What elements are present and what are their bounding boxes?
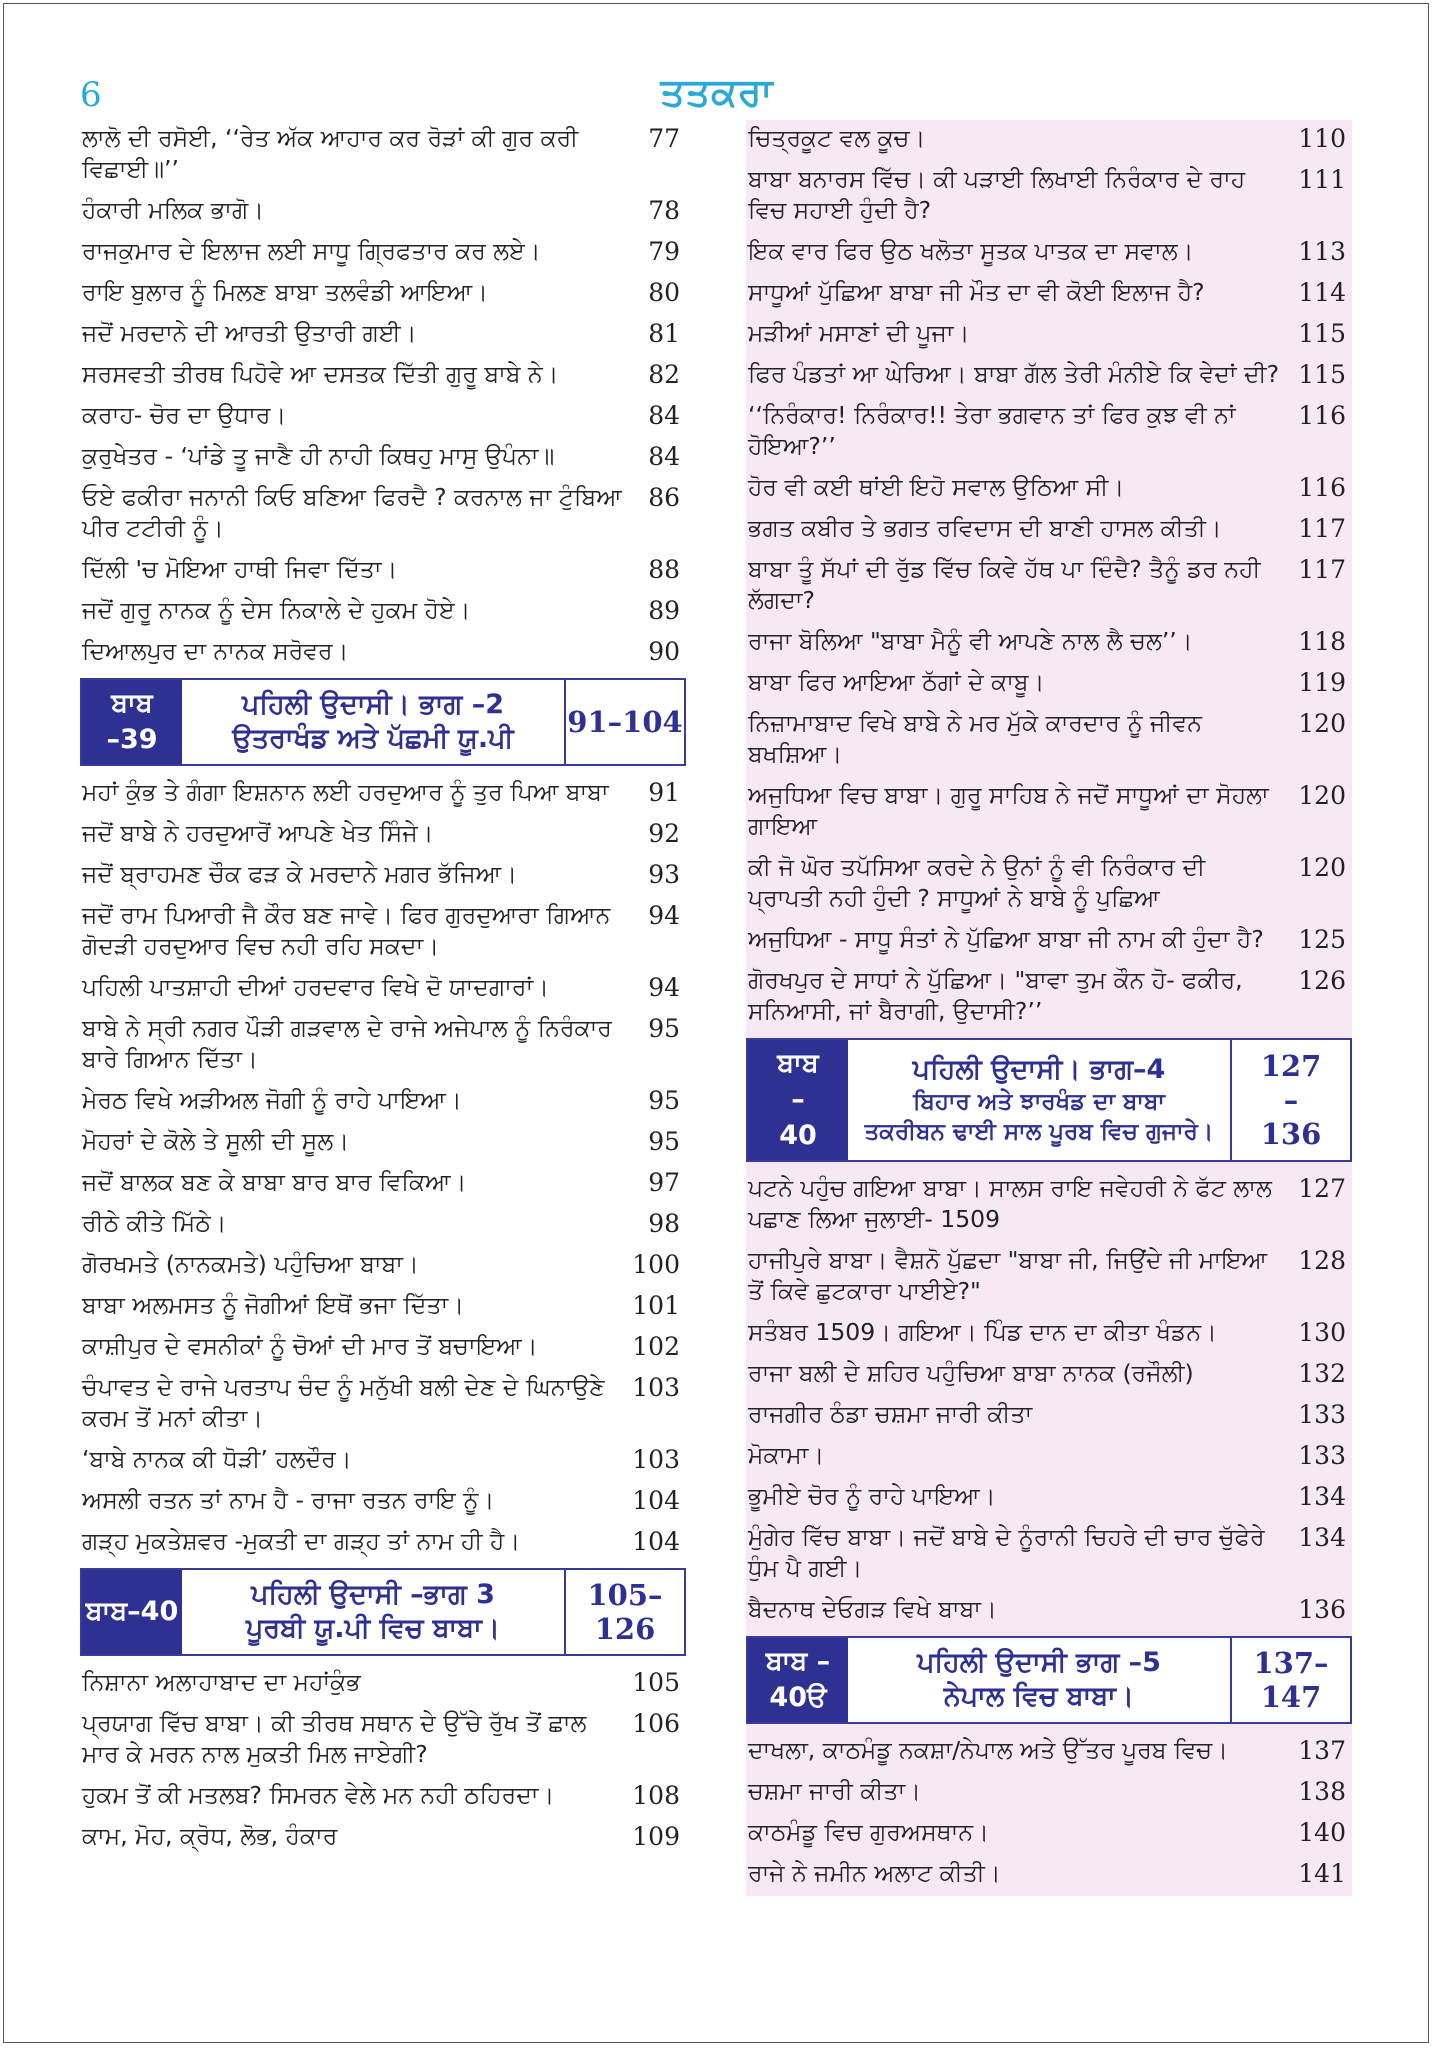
entry-page: 88	[648, 555, 680, 584]
toc-entry	[80, 969, 686, 1010]
entry-page: 115	[1298, 319, 1346, 348]
entry-title: ਹਾਜੀਪੁਰੇ ਬਾਬਾ। ਵੈਸ਼ਨੋ ਪੁੱਛਦਾ "ਬਾਬਾ ਜੀ, ਜਿਉਂਦੇ ਜੀ ਮਾਇਆ ਤੋਂ ਕਿਵੇ ਛੁਟਕਾਰਾ ਪਾਈਏ?"	[748, 1246, 1268, 1305]
entry-page: 104	[632, 1527, 680, 1556]
toc-entry	[80, 1441, 686, 1482]
entry-page: 113	[1298, 237, 1346, 266]
entry-page: 141	[1298, 1859, 1346, 1888]
toc-entry	[80, 774, 686, 815]
entry-title: ਕੁਰੁਖੇਤਰ - ‘ਪਾਂਡੇ ਤੂ ਜਾਣੈ ਹੀ ਨਾਹੀ ਕਿਥਹੁ ਮਾਸੁ ਉਪੰਨਾ॥	[82, 442, 555, 470]
entry-page: 95	[648, 1014, 680, 1043]
chapter-label-line: –39	[106, 724, 158, 755]
toc-entry	[746, 623, 1352, 664]
toc-entry	[746, 1732, 1352, 1773]
entry-page: 133	[1298, 1441, 1346, 1470]
toc-entry	[80, 315, 686, 356]
entry-title: ਬਾਬਾ ਅਲਮਸਤ ਨੂੰ ਜੋਗੀਆਂ ਇਥੋਂ ਭਜਾ ਦਿੱਤਾ।	[82, 1291, 465, 1319]
entry-title: ਨਿਜ਼ਾਮਾਬਾਦ ਵਿਖੇ ਬਾਬੇ ਨੇ ਮਰ ਮੁੱਕੇ ਕਾਰਦਾਰ ਨੂੰ ਜੀਵਨ ਬਖਸ਼ਿਆ।	[748, 709, 1202, 768]
chapter-label	[748, 1040, 848, 1160]
chapter-title	[182, 1570, 566, 1654]
toc-entry	[80, 897, 686, 969]
chapter-title-line: ਪਹਿਲੀ ਉਦਾਸੀ। ਭਾਗ –2	[241, 689, 505, 720]
entry-page: 118	[1298, 627, 1346, 656]
chapter-header	[80, 1568, 686, 1656]
toc-entry	[746, 705, 1352, 777]
entry-title: ਰਾਜਕੁਮਾਰ ਦੇ ਇਲਾਜ ਲਈ ਸਾਧੂ ਗ੍ਰਿਫਤਾਰ ਕਰ ਲਏ।	[82, 237, 541, 265]
toc-entry	[746, 921, 1352, 962]
entry-page: 78	[648, 196, 680, 225]
entry-page: 117	[1298, 555, 1346, 584]
toc-entry	[80, 633, 686, 674]
entry-title: ਦਾਖਲਾ, ਕਾਠਮੰਡੂ ਨਕਸ਼ਾ/ਨੇਪਾਲ ਅਤੇ ਉੱਤਰ ਪੂਰਬ ਵਿਚ।	[748, 1736, 1228, 1764]
toc-entry	[746, 315, 1352, 356]
toc-entry	[80, 1818, 686, 1859]
entry-page: 137	[1298, 1736, 1346, 1765]
toc-entry	[80, 815, 686, 856]
toc-entry	[80, 1369, 686, 1441]
entry-page: 77	[648, 124, 680, 153]
entry-title: ਪ੍ਰਯਾਗ ਵਿੱਚ ਬਾਬਾ। ਕੀ ਤੀਰਥ ਸਥਾਨ ਦੇ ਉੱਚੇ ਰੁੱਖ ਤੋਂ ਛਾਲ ਮਾਰ ਕੇ ਮਰਨ ਨਾਲ ਮੁਕਤੀ ਮਿਲ ਜਾਏਗੀ?	[82, 1709, 587, 1768]
entry-page: 128	[1298, 1246, 1346, 1275]
entry-page: 114	[1298, 278, 1346, 307]
toc-left-column	[80, 120, 686, 1859]
entry-title: ਅਜੁਧਿਆ - ਸਾਧੂ ਸੰਤਾਂ ਨੇ ਪੁੱਛਿਆ ਬਾਬਾ ਜੀ ਨਾਮ ਕੀ ਹੁੰਦਾ ਹੈ?	[748, 925, 1264, 953]
entry-page: 82	[648, 360, 680, 389]
entry-title: ਇਕ ਵਾਰ ਫਿਰ ਉਠ ਖਲੋਤਾ ਸੂਤਕ ਪਾਤਕ ਦਾ ਸਵਾਲ।	[748, 237, 1194, 265]
entry-page: 94	[648, 901, 680, 930]
entry-page: 134	[1298, 1523, 1346, 1552]
entry-page: 127	[1298, 1174, 1346, 1203]
entry-title: ਫਿਰ ਪੰਡਤਾਂ ਆ ਘੇਰਿਆ। ਬਾਬਾ ਗੱਲ ਤੇਰੀ ਮੰਨੀਏ ਕਿ ਵੇਦਾਂ ਦੀ?	[748, 360, 1280, 388]
entry-title: ਚੰਪਾਵਤ ਦੇ ਰਾਜੇ ਪਰਤਾਪ ਚੰਦ ਨੂੰ ਮਨੁੱਖੀ ਬਲੀ ਦੇਣ ਦੇ ਘਿਨਾਉਣੇ ਕਰਮ ਤੋਂ ਮਨਾਂ ਕੀਤਾ।	[82, 1373, 605, 1432]
chapter-label-line: 40ੳ	[769, 1682, 827, 1713]
entry-title: ਦਿਆਲਪੁਰ ਦਾ ਨਾਨਕ ਸਰੋਵਰ।	[82, 637, 349, 665]
chapter-label	[748, 1638, 848, 1722]
entry-title: ਲਾਲੋ ਦੀ ਰਸੋਈ, ‘‘ਰੇਤ ਅੱਕ ਆਹਾਰ ਕਰ ਰੋੜਾਂ ਕੀ ਗੁਰ ਕਰੀ ਵਿਛਾਈ॥’’	[82, 124, 579, 183]
chapter-title	[182, 680, 566, 764]
toc-entry	[80, 274, 686, 315]
toc-entry	[80, 1082, 686, 1123]
entry-title: ਗੋਰਖਮਤੇ (ਨਾਨਕਮਤੇ) ਪਹੁੰਚਿਆ ਬਾਬਾ।	[82, 1250, 419, 1278]
entry-title: ਨਿਸ਼ਾਨਾ ਅਲਾਹਾਬਾਦ ਦਾ ਮਹਾਂਕੁੰਭ	[82, 1668, 361, 1696]
entry-page: 108	[632, 1781, 680, 1810]
chapter-title-line: ਪੂਰਬੀ ਯੂ.ਪੀ ਵਿਚ ਬਾਬਾ।	[245, 1613, 501, 1644]
toc-entry	[80, 1523, 686, 1564]
entry-title: ਗੋਰਖਪੁਰ ਦੇ ਸਾਧਾਂ ਨੇ ਪੁੱਛਿਆ। "ਬਾਵਾ ਤੁਮ ਕੌਨ ਹੋ- ਫਕੀਰ, ਸਨਿਆਸੀ, ਜਾਂ ਬੈਰਾਗੀ, ਉਦਾਸੀ?’’	[748, 966, 1243, 1025]
toc-entry	[80, 1287, 686, 1328]
entry-title: ਜਦੋਂ ਬਾਬੇ ਨੇ ਹਰਦੁਆਰੋਂ ਆਪਣੇ ਖੇਤ ਸਿੰਜੇ।	[82, 819, 434, 847]
chapter-header	[80, 678, 686, 766]
entry-title: ਸਰਸਵਤੀ ਤੀਰਥ ਪਿਹੋਵੇ ਆ ਦਸਤਕ ਦਿੱਤੀ ਗੁਰੂ ਬਾਬੇ ਨੇ।	[82, 360, 559, 388]
chapter-page-range	[1232, 1040, 1350, 1160]
entry-page: 101	[632, 1291, 680, 1320]
entry-page: 92	[648, 819, 680, 848]
entry-page: 79	[648, 237, 680, 266]
entry-page: 120	[1298, 781, 1346, 810]
toc-entry	[80, 1482, 686, 1523]
entry-title: ਓਏ ਫਕੀਰਾ ਜਨਾਨੀ ਕਿਓ ਬਣਿਆ ਫਿਰਦੈ ? ਕਰਨਾਲ ਜਾ ਟੁੰਬਿਆ ਪੀਰ ਟਟੀਰੀ ਨੂੰ।	[82, 483, 622, 542]
page-title: ਤਤਕਰਾ	[660, 70, 774, 114]
entry-page: 91	[648, 778, 680, 807]
entry-page: 95	[648, 1086, 680, 1115]
toc-entry	[746, 1773, 1352, 1814]
toc-entry	[746, 551, 1352, 623]
toc-entry	[80, 1205, 686, 1246]
toc-entry	[80, 592, 686, 633]
entry-title: ਬਾਬਾ ਫਿਰ ਆਇਆ ਠੱਗਾਂ ਦੇ ਕਾਬੂ।	[748, 668, 1045, 696]
entry-title: ਚਸ਼ਮਾ ਜਾਰੀ ਕੀਤਾ।	[748, 1777, 922, 1805]
toc-entry	[746, 510, 1352, 551]
entry-title: ਕਾਸ਼ੀਪੁਰ ਦੇ ਵਸਨੀਕਾਂ ਨੂੰ ਚੋਆਂ ਦੀ ਮਾਰ ਤੋਂ ਬਚਾਇਆ।	[82, 1332, 538, 1360]
entry-title: ਮੋਹਰਾਂ ਦੇ ਕੋਲੇ ਤੇ ਸੂਲੀ ਦੀ ਸੂਲ।	[82, 1127, 350, 1155]
chapter-range-line: 136	[1260, 1117, 1322, 1151]
entry-page: 81	[648, 319, 680, 348]
entry-title: ਦਿੱਲੀ 'ਚ ਮੋਇਆ ਹਾਥੀ ਜਿਵਾ ਦਿੱਤਾ।	[82, 555, 398, 583]
entry-title: ਬਾਬਾ ਬਨਾਰਸ ਵਿੱਚ। ਕੀ ਪੜਾਈ ਲਿਖਾਈ ਨਿਰੰਕਾਰ ਦੇ ਰਾਹ ਵਿਚ ਸਹਾਈ ਹੁੰਦੀ ਹੈ?	[748, 165, 1246, 224]
entry-title: ਚਿਤ੍ਰਕੂਟ ਵਲ ਕੂਚ।	[748, 124, 926, 152]
toc-entry	[80, 192, 686, 233]
toc-right-column	[746, 120, 1352, 1896]
page-number: 6	[80, 75, 102, 115]
toc-entry	[80, 1123, 686, 1164]
entry-page: 84	[648, 442, 680, 471]
chapter-title-line: ਪਹਿਲੀ ਉਦਾਸੀ ਭਾਗ –5	[917, 1647, 1161, 1678]
toc-entry	[80, 233, 686, 274]
toc-entry	[746, 161, 1352, 233]
toc-entry	[80, 1777, 686, 1818]
chapter-range-line: 147	[1260, 1680, 1322, 1714]
chapter-label	[82, 680, 182, 764]
toc-entry	[746, 1396, 1352, 1437]
entry-title: ਪਟਨੇ ਪਹੁੰਚ ਗਇਆ ਬਾਬਾ। ਸਾਲਸ ਰਾਇ ਜਵੇਹਰੀ ਨੇ ਫੱਟ ਲਾਲ ਪਛਾਣ ਲਿਆ ਜੁਲਾਈ- 1509	[748, 1174, 1272, 1233]
entry-page: 95	[648, 1127, 680, 1156]
entry-title: ਬਾਬੇ ਨੇ ਸ੍ਰੀ ਨਗਰ ਪੌੜੀ ਗੜਵਾਲ ਦੇ ਰਾਜੇ ਅਜੇਪਾਲ ਨੂੰ ਨਿਰੰਕਾਰ ਬਾਰੇ ਗਿਆਨ ਦਿੱਤਾ।	[82, 1014, 612, 1073]
entry-title: ਜਦੋਂ ਬਾਲਕ ਬਣ ਕੇ ਬਾਬਾ ਬਾਰ ਬਾਰ ਵਿਕਿਆ।	[82, 1168, 467, 1196]
chapter-title	[848, 1638, 1232, 1722]
entry-page: 100	[632, 1250, 680, 1279]
entry-page: 130	[1298, 1318, 1346, 1347]
toc-entry	[746, 233, 1352, 274]
entry-title: ਪਹਿਲੀ ਪਾਤਸ਼ਾਹੀ ਦੀਆਂ ਹਰਦਵਾਰ ਵਿਖੇ ਦੋ ਯਾਦਗਾਰਾਂ।	[82, 973, 549, 1001]
entry-page: 98	[648, 1209, 680, 1238]
entry-title: ਮੁੰਗੇਰ ਵਿੱਚ ਬਾਬਾ। ਜਦੋਂ ਬਾਬੇ ਦੇ ਨੂੰਰਾਨੀ ਚਿਹਰੇ ਦੀ ਚਾਰ ਚੁੱਫੇਰੇ ਧੁੰਮ ਪੈ ਗਈ।	[748, 1523, 1265, 1582]
entry-title: ਰਾਜਾ ਬੋਲਿਆ "ਬਾਬਾ ਮੈਨੂੰ ਵੀ ਆਪਣੇ ਨਾਲ ਲੈ ਚਲ’’।	[748, 627, 1193, 655]
chapter-header	[746, 1038, 1352, 1162]
entry-title: ਅਜੁਧਿਆ ਵਿਚ ਬਾਬਾ। ਗੁਰੂ ਸਾਹਿਬ ਨੇ ਜਦੋਂ ਸਾਧੂਆਂ ਦਾ ਸੋਹਲਾ ਗਾਇਆ	[748, 781, 1269, 840]
entry-title: ਜਦੋਂ ਰਾਮ ਪਿਆਰੀ ਜੈ ਕੌਰ ਬਣ ਜਾਵੇ। ਫਿਰ ਗੁਰਦੁਆਰਾ ਗਿਆਨ ਗੋਦੜੀ ਹਰਦੁਆਰ ਵਿਚ ਨਹੀ ਰਹਿ ਸਕਦਾ।	[82, 901, 611, 960]
toc-entry	[746, 120, 1352, 161]
entry-page: 133	[1298, 1400, 1346, 1429]
entry-page: 86	[648, 483, 680, 512]
chapter-range-line: –	[1283, 1083, 1299, 1117]
entry-page: 120	[1298, 709, 1346, 738]
entry-page: 110	[1298, 124, 1346, 153]
entry-title: ਮੇਰਠ ਵਿਖੇ ਅੜੀਅਲ ਜੋਗੀ ਨੂੰ ਰਾਹੇ ਪਾਇਆ।	[82, 1086, 462, 1114]
entry-title: ਮਹਾਂ ਕੁੰਭ ਤੇ ਗੰਗਾ ਇਸ਼ਨਾਨ ਲਈ ਹਰਦੁਆਰ ਨੂੰ ਤੁਰ ਪਿਆ ਬਾਬਾ	[82, 778, 609, 806]
chapter-range-line: 105–	[587, 1578, 663, 1612]
entry-page: 103	[632, 1373, 680, 1402]
toc-entry	[80, 356, 686, 397]
chapter-header	[746, 1636, 1352, 1724]
toc-entry	[746, 1519, 1352, 1591]
entry-page: 111	[1298, 165, 1346, 194]
entry-title: ਮੜੀਆਂ ਮਸਾਣਾਂ ਦੀ ਪੂਜਾ।	[748, 319, 970, 347]
entry-page: 102	[632, 1332, 680, 1361]
chapter-subtitle-line: ਤਕਰੀਬਨ ਢਾਈ ਸਾਲ ਪੂਰਬ ਵਿਚ ਗੁਜਾਰੇ।	[864, 1119, 1214, 1145]
entry-title: ਹੋਰ ਵੀ ਕਈ ਥਾਂਈ ਇਹੋ ਸਵਾਲ ਉਠਿਆ ਸੀ।	[748, 473, 1125, 501]
chapter-range-line: 127	[1260, 1049, 1322, 1083]
toc-entry	[746, 664, 1352, 705]
entry-title: ਰੀਠੇ ਕੀਤੇ ਮਿੱਠੇ।	[82, 1209, 227, 1237]
entry-page: 120	[1298, 853, 1346, 882]
chapter-title-line: ਪਹਿਲੀ ਉਦਾਸੀ। ਭਾਗ–4	[912, 1054, 1166, 1085]
chapter-title-line: ਉਤਰਾਖੰਡ ਅਤੇ ਪੱਛਮੀ ਯੂ.ਪੀ	[232, 723, 514, 754]
entry-title: ਕਾਠਮੰਡੂ ਵਿਚ ਗੁਰਅਸਥਾਨ।	[748, 1818, 989, 1846]
toc-entry	[80, 1328, 686, 1369]
toc-entry	[746, 1170, 1352, 1242]
entry-page: 105	[632, 1668, 680, 1697]
entry-page: 103	[632, 1445, 680, 1474]
entry-title: ਅਸਲੀ ਰਤਨ ਤਾਂ ਨਾਮ ਹੈ - ਰਾਜਾ ਰਤਨ ਰਾਇ ਨੂੰ।	[82, 1486, 495, 1514]
entry-page: 89	[648, 596, 680, 625]
toc-entry	[746, 1855, 1352, 1896]
entry-page: 140	[1298, 1818, 1346, 1847]
entry-title: ਜਦੋਂ ਬ੍ਰਾਹਮਣ ਚੌਕ ਫੜ ਕੇ ਮਰਦਾਨੇ ਮਗਰ ਭੱਜਿਆ।	[82, 860, 518, 888]
toc-entry	[746, 777, 1352, 849]
toc-entry	[80, 438, 686, 479]
entry-title: ਮੋਕਾਮਾ।	[748, 1441, 825, 1469]
entry-title: ਭੂਮੀਏ ਚੋਰ ਨੂੰ ਰਾਹੇ ਪਾਇਆ।	[748, 1482, 996, 1510]
entry-page: 116	[1298, 401, 1346, 430]
toc-entry	[746, 356, 1352, 397]
chapter-page-range	[566, 1570, 684, 1654]
entry-title: ਭਗਤ ਕਬੀਰ ਤੇ ਭਗਤ ਰਵਿਦਾਸ ਦੀ ਬਾਣੀ ਹਾਸਲ ਕੀਤੀ।	[748, 514, 1222, 542]
entry-page: 94	[648, 973, 680, 1002]
entry-title: ‘‘ਨਿਰੰਕਾਰ! ਨਿਰੰਕਾਰ!! ਤੇਰਾ ਭਗਵਾਨ ਤਾਂ ਫਿਰ ਕੁਝ ਵੀ ਨਾਂ ਹੋਇਆ?’’	[748, 401, 1236, 460]
toc-entry	[80, 479, 686, 551]
entry-title: ਬੈਦਨਾਥ ਦੇਓਗੜ ਵਿਖੇ ਬਾਬਾ।	[748, 1595, 997, 1623]
entry-page: 106	[632, 1709, 680, 1738]
entry-title: ਗੜ੍ਹ ਮੁਕਤੇਸ਼ਵਰ -ਮੁਕਤੀ ਦਾ ਗੜ੍ਹ ਤਾਂ ਨਾਮ ਹੀ ਹੈ।	[82, 1527, 521, 1555]
toc-entry	[80, 856, 686, 897]
toc-entry	[746, 1591, 1352, 1632]
entry-page: 104	[632, 1486, 680, 1515]
chapter-label-line: –	[791, 1084, 805, 1115]
chapter-range-line: 137–	[1253, 1646, 1329, 1680]
chapter-label-line: ਬਾਬ	[111, 688, 153, 719]
entry-page: 109	[632, 1822, 680, 1851]
entry-page: 80	[648, 278, 680, 307]
toc-entry	[80, 1246, 686, 1287]
entry-title: ਕੀ ਜੋ ਘੋਰ ਤਪੱਸਿਆ ਕਰਦੇ ਨੇ ਉਨਾਂ ਨੂੰ ਵੀ ਨਿਰੰਕਾਰ ਦੀ ਪ੍ਰਾਪਤੀ ਨਹੀ ਹੁੰਦੀ ? ਸਾਧੂਆਂ ਨੇ ਬਾਬੇ ਨੂੰ ਪੁਛਿਆ	[748, 853, 1206, 912]
chapter-title-line: ਨੇਪਾਲ ਵਿਚ ਬਾਬਾ।	[943, 1681, 1135, 1712]
entry-title: ਬਾਬਾ ਤੂੰ ਸੱਪਾਂ ਦੀ ਰੁੱਡ ਵਿੱਚ ਕਿਵੇ ਹੱਥ ਪਾ ਦਿੰਦੈ? ਤੈਨੂੰ ਡਰ ਨਹੀ ਲੱਗਦਾ?	[748, 555, 1261, 614]
toc-entry	[80, 1705, 686, 1777]
toc-entry	[746, 1242, 1352, 1314]
toc-entry	[80, 1164, 686, 1205]
chapter-range-line: 126	[594, 1612, 656, 1646]
entry-title: ਰਾਇ ਬੁਲਾਰ ਨੂੰ ਮਿਲਣ ਬਾਬਾ ਤਲਵੰਡੀ ਆਇਆ।	[82, 278, 489, 306]
toc-entry	[80, 1664, 686, 1705]
toc-entry	[746, 397, 1352, 469]
entry-title: ਰਾਜਗੀਰ ਠੰਡਾ ਚਸ਼ਮਾ ਜਾਰੀ ਕੀਤਾ	[748, 1400, 1033, 1428]
entry-title: ਕਰਾਹ- ਚੋਰ ਦਾ ਉਧਾਰ।	[82, 401, 287, 429]
entry-page: 126	[1298, 966, 1346, 995]
entry-title: ਸਤੰਬਰ 1509। ਗਇਆ। ਪਿੰਡ ਦਾਨ ਦਾ ਕੀਤਾ ਖੰਡਨ।	[748, 1318, 1217, 1346]
entry-page: 117	[1298, 514, 1346, 543]
entry-title: ਰਾਜਾ ਬਲੀ ਦੇ ਸ਼ਹਿਰ ਪਹੁੰਚਿਆ ਬਾਬਾ ਨਾਨਕ (ਰਜੌਲੀ)	[748, 1359, 1194, 1387]
toc-entry	[746, 962, 1352, 1034]
toc-entry	[746, 1814, 1352, 1855]
chapter-label-line: ਬਾਬ	[777, 1048, 819, 1079]
toc-entry	[746, 849, 1352, 921]
chapter-page-range	[1232, 1638, 1350, 1722]
chapter-label	[82, 1570, 182, 1654]
entry-page: 115	[1298, 360, 1346, 389]
entry-page: 116	[1298, 473, 1346, 502]
entry-page: 93	[648, 860, 680, 889]
entry-page: 97	[648, 1168, 680, 1197]
entry-page: 132	[1298, 1359, 1346, 1388]
chapter-page-range	[566, 680, 684, 764]
toc-entry	[746, 469, 1352, 510]
toc-entry	[746, 1478, 1352, 1519]
toc-entry	[746, 1355, 1352, 1396]
entry-title: ਜਦੋਂ ਗੁਰੂ ਨਾਨਕ ਨੂੰ ਦੇਸ ਨਿਕਾਲੇ ਦੇ ਹੁਕਮ ਹੋਏ।	[82, 596, 471, 624]
entry-title: ਸਾਧੂਆਂ ਪੁੱਛਿਆ ਬਾਬਾ ਜੀ ਮੌਤ ਦਾ ਵੀ ਕੋਈ ਇਲਾਜ ਹੈ?	[748, 278, 1205, 306]
toc-entry	[80, 120, 686, 192]
chapter-range-line: 91–104	[567, 705, 683, 739]
entry-page: 84	[648, 401, 680, 430]
toc-entry	[80, 551, 686, 592]
entry-title: ਹੰਕਾਰੀ ਮਲਿਕ ਭਾਗੋ।	[82, 196, 265, 224]
chapter-title	[848, 1040, 1232, 1160]
entry-title: ਜਦੋਂ ਮਰਦਾਨੇ ਦੀ ਆਰਤੀ ਉਤਾਰੀ ਗਈ।	[82, 319, 417, 347]
toc-entry	[80, 1010, 686, 1082]
entry-title: ਕਾਮ, ਮੋਹ, ਕ੍ਰੋਧ, ਲੋਭ, ਹੰਕਾਰ	[82, 1822, 338, 1850]
entry-title: ਰਾਜੇ ਨੇ ਜਮੀਨ ਅਲਾਟ ਕੀਤੀ।	[748, 1859, 1001, 1887]
toc-entry	[80, 397, 686, 438]
entry-title: ‘ਬਾਬੇ ਨਾਨਕ ਕੀ ਧੋੜੀ’ ਹਲਦੌਰ।	[82, 1445, 352, 1473]
entry-page: 138	[1298, 1777, 1346, 1806]
toc-entry	[746, 274, 1352, 315]
entry-title: ਹੁਕਮ ਤੋਂ ਕੀ ਮਤਲਬ? ਸਿਮਰਨ ਵੇਲੇ ਮਨ ਨਹੀ ਠਹਿਰਦਾ।	[82, 1781, 555, 1809]
chapter-title-line: ਪਹਿਲੀ ਉਦਾਸੀ –ਭਾਗ 3	[251, 1579, 495, 1610]
chapter-subtitle-line: ਬਿਹਾਰ ਅਤੇ ਝਾਰਖੰਡ ਦਾ ਬਾਬਾ	[913, 1089, 1165, 1115]
chapter-label-line: 40	[779, 1120, 817, 1151]
entry-page: 125	[1298, 925, 1346, 954]
entry-page: 90	[648, 637, 680, 666]
entry-page: 119	[1298, 668, 1346, 697]
entry-page: 134	[1298, 1482, 1346, 1511]
toc-entry	[746, 1437, 1352, 1478]
toc-entry	[746, 1314, 1352, 1355]
chapter-label-line: ਬਾਬ –	[765, 1646, 831, 1677]
entry-page: 136	[1298, 1595, 1346, 1624]
chapter-label-line: ਬਾਬ–40	[85, 1596, 179, 1627]
